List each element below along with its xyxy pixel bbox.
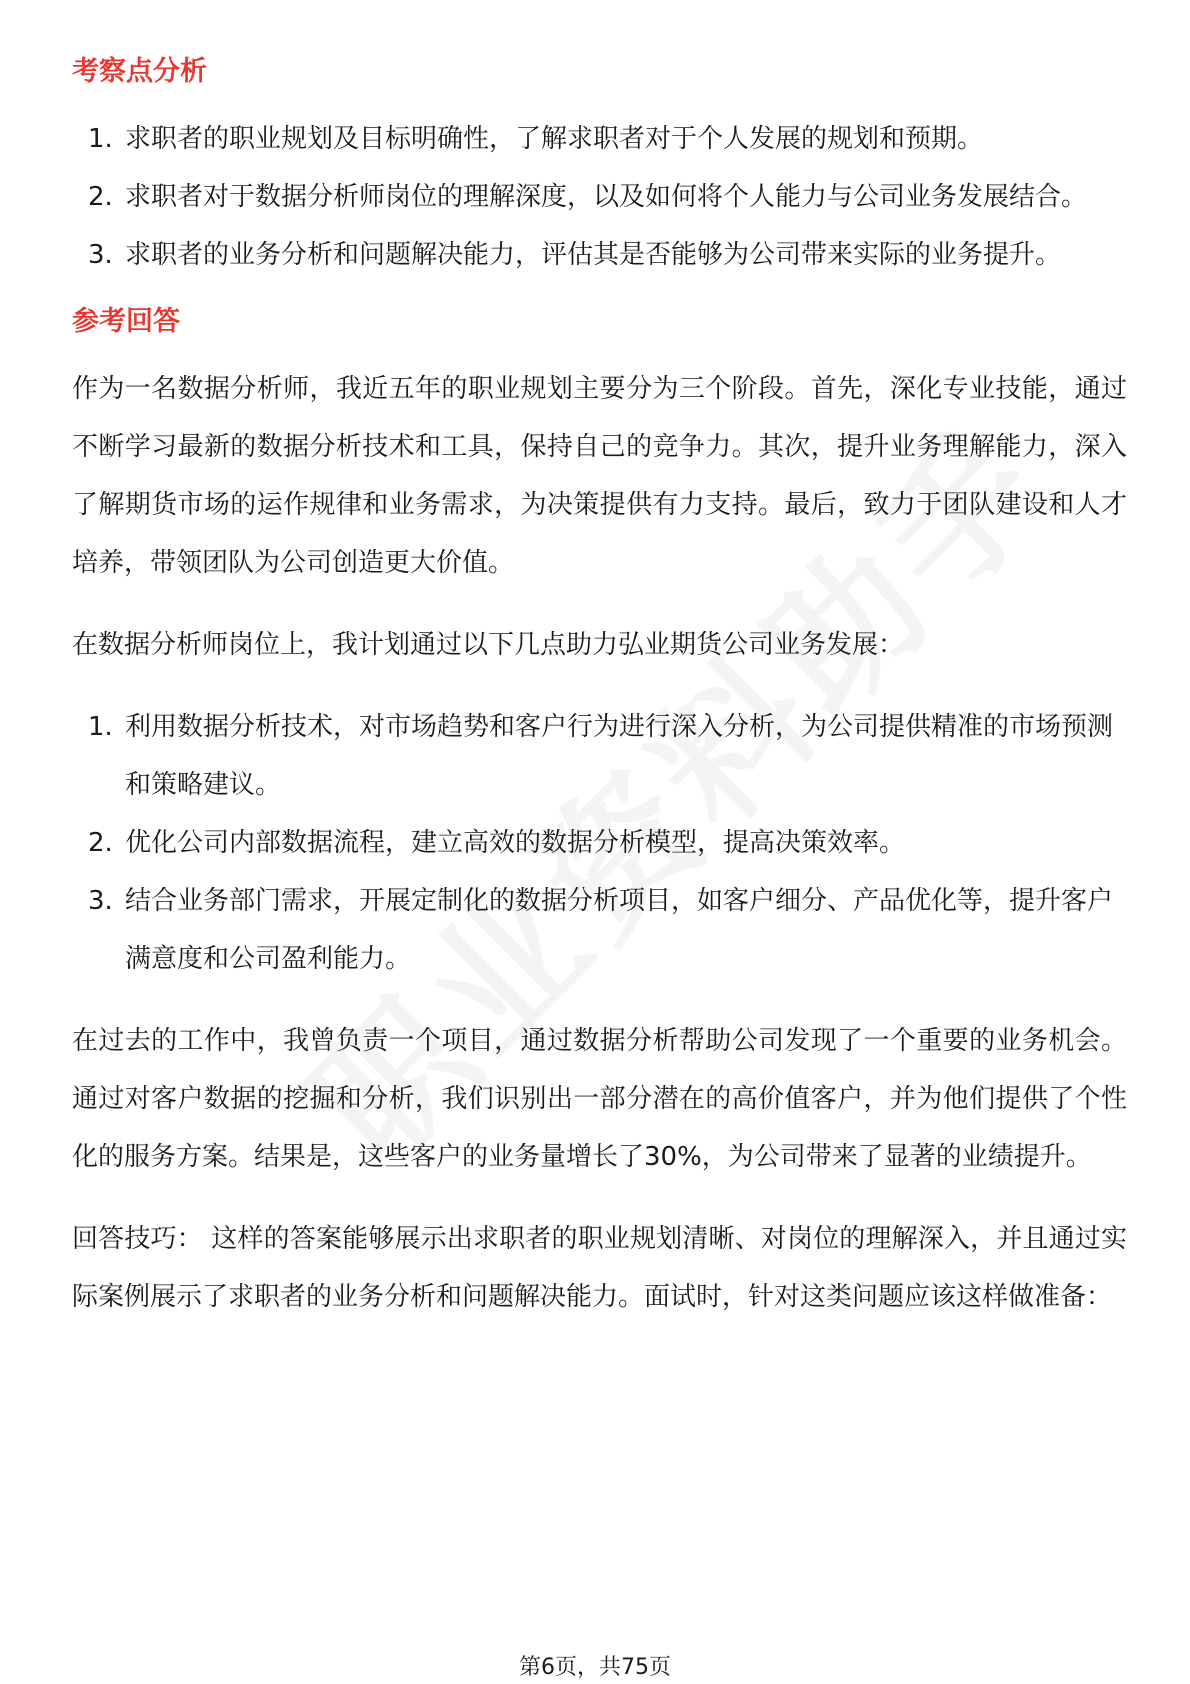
list-item — [72, 872, 1127, 988]
page-number: 第6页，共75页 — [519, 1655, 671, 1680]
list-text: 结合业务部门需求，开展定制化的数据分析项目，如客户细分、产品优化等，提升客户满意度和公司盈利能力。 — [125, 886, 1114, 974]
content — [72, 48, 1127, 1326]
list-number: 2. — [88, 182, 113, 212]
list-number: 3. — [88, 240, 113, 270]
section-heading-answer: 参考回答 — [72, 306, 180, 337]
answer-tips-paragraph: 回答技巧： 这样的答案能够展示出求职者的职业规划清晰、对岗位的理解深入，并且通过实际案例展示了求职者的业务分析和问题解决能力。面试时，针对这类问题应该这样做准备： — [72, 1224, 1127, 1312]
plan-list — [72, 698, 1127, 988]
list-item — [72, 110, 1127, 168]
list-text: 求职者的业务分析和问题解决能力，评估其是否能够为公司带来实际的业务提升。 — [125, 240, 1062, 270]
analysis-list — [72, 110, 1127, 284]
answer-paragraph-1: 作为一名数据分析师，我近五年的职业规划主要分为三个阶段。首先，深化专业技能，通过不断学习最新的数据分析技术和工具，保持自己的竞争力。其次，提升业务理解能力，深入了解期货市场的运作规律和业务需求，为决策提供有力支持。最后，致力于团队建设和人才培养，带领团队为公司创造更大价值。 — [72, 374, 1127, 578]
list-text: 利用数据分析技术，对市场趋势和客户行为进行深入分析，为公司提供精准的市场预测和策略建议。 — [125, 712, 1114, 800]
list-number: 3. — [88, 886, 113, 916]
answer-paragraph-2: 在数据分析师岗位上，我计划通过以下几点助力弘业期货公司业务发展： — [72, 630, 905, 660]
section-heading-analysis: 考察点分析 — [72, 56, 207, 87]
list-number: 2. — [88, 828, 113, 858]
list-text: 求职者的职业规划及目标明确性，了解求职者对于个人发展的规划和预期。 — [125, 124, 984, 154]
list-item — [72, 698, 1127, 814]
list-item — [72, 226, 1127, 284]
answer-paragraph-3: 在过去的工作中，我曾负责一个项目，通过数据分析帮助公司发现了一个重要的业务机会。通过对客户数据的挖掘和分析，我们识别出一部分潜在的高价值客户，并为他们提供了个性化的服务方案。结果是，这些客户的业务量增长了30%，为公司带来了显著的业绩提升。 — [72, 1026, 1127, 1172]
list-text: 求职者对于数据分析师岗位的理解深度，以及如何将个人能力与公司业务发展结合。 — [125, 182, 1088, 212]
list-item — [72, 814, 1127, 872]
list-number: 1. — [88, 124, 113, 154]
list-number: 1. — [88, 712, 113, 742]
list-text: 优化公司内部数据流程，建立高效的数据分析模型，提高决策效率。 — [125, 828, 906, 858]
list-item — [72, 168, 1127, 226]
